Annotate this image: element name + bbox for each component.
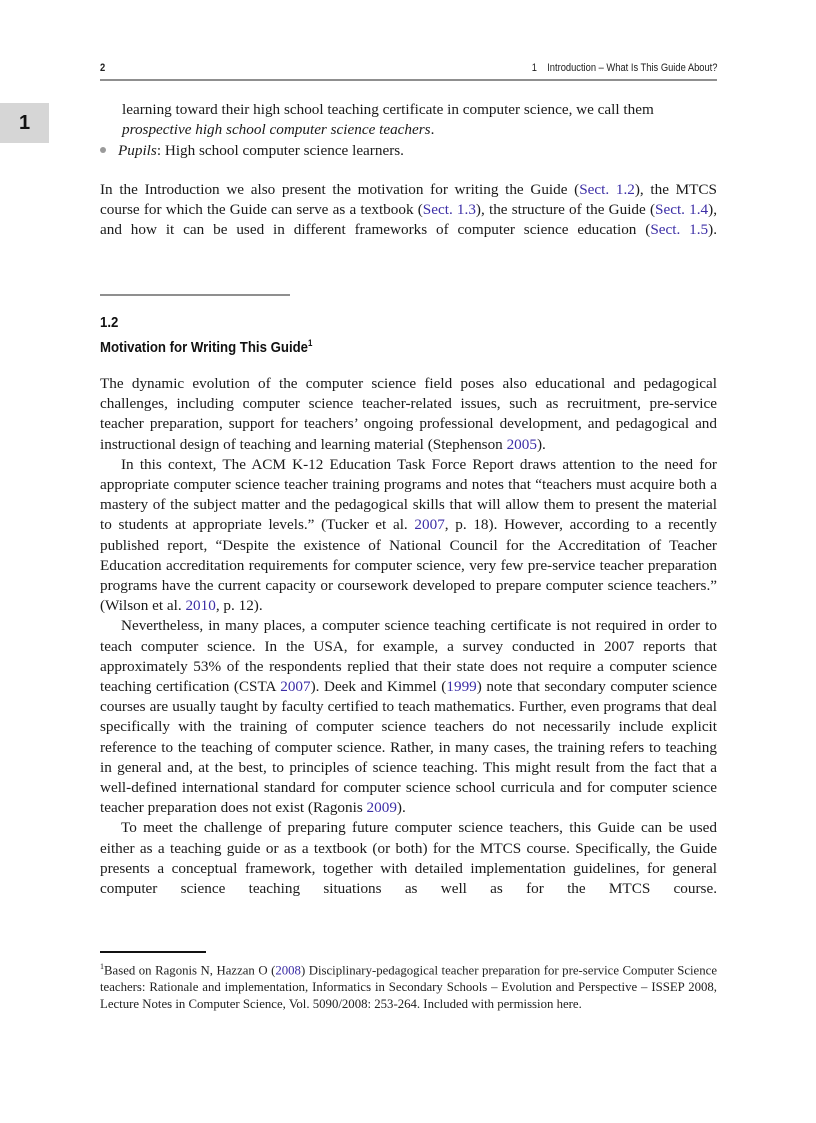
footnote-marker[interactable]: 1 — [308, 338, 313, 348]
chapter-number: 1 — [531, 62, 537, 74]
text-run: ), the MTCS course for which the Guide can serve as a textbook ( — [100, 181, 717, 219]
chapter-title: Introduction – What Is This Guide About? — [546, 62, 717, 74]
text-run: ) Disciplinary-pedagogical teacher preparation for pre-service Computer Science teachers: Rationale and implementation, Informatics in Secondary Schools – Evolution and Perspective – ISSEP 2008, Lecture Notes in Computer Science, Vol. 5090/2008: 253-264. Included with permission here. — [100, 963, 717, 1012]
citation-link-csta-2007[interactable]: 2007 — [280, 678, 311, 696]
continuation-line-italic — [122, 120, 717, 140]
citation-link-2005[interactable]: 2005 — [506, 435, 537, 453]
citation-link-2007[interactable]: 2007 — [414, 516, 445, 534]
text-run: ). Deek and Kimmel ( — [310, 678, 447, 696]
text-run: , p. 18). However, according to a recently published report, “Despite the existence of National Council for the Accreditation of Teacher Education accreditation requirements for computer science, very few pre-service teacher preparation programs have the current capacity or coursework developed to prepare computer science teachers.” (Wilson et al. — [100, 516, 717, 615]
link-sect-1-4[interactable]: Sect. 1.4 — [655, 201, 709, 219]
citation-link-2008[interactable]: 2008 — [275, 963, 301, 978]
bullet-text: : High school computer science learners. — [156, 142, 404, 159]
page-number: 2 — [100, 62, 106, 74]
text-run: In this context, The ACM K-12 Education Task Force Report draws attention to the need for appropriate computer science teacher training programs and notes that “teachers must acquire both a mastery of the subject matter and the pedagogical skills that will allow them to present the material to students at appropriate levels.” (Tucker et al. — [100, 455, 717, 534]
text-run: ). — [708, 221, 717, 239]
footnote — [100, 958, 717, 1013]
text-run: ), and how it can be used in different frameworks of computer science education ( — [100, 201, 717, 239]
intro-continuation — [122, 100, 717, 140]
citation-link-1999[interactable]: 1999 — [446, 678, 477, 696]
citation-link-2009[interactable]: 2009 — [366, 799, 397, 817]
paragraph-2 — [100, 455, 717, 617]
header-divider — [100, 79, 717, 81]
text-run: ). — [536, 435, 546, 453]
bullet-item-pupils — [100, 141, 717, 161]
section-number: 1.2 — [100, 314, 119, 331]
text-run: The dynamic evolution of the computer science field poses also educational and pedagogical challenges, including computer science teacher-related issues, such as recruitment, pre-service teacher preparation, support for teachers’ ongoing professional development, and pedagogical and instructional design of teaching and learning material (Stephenson — [100, 375, 717, 453]
chapter-heading — [531, 62, 717, 74]
text-run: Nevertheless, in many places, a computer science teaching certificate is not required in order to teach computer science. In the USA, for example, a survey conducted in 2007 reports that approximately 53% of the respondents replied that their state does not require a computer science teaching certification (CSTA — [100, 617, 717, 696]
link-sect-1-2[interactable]: Sect. 1.2 — [579, 181, 635, 198]
section-body — [100, 374, 717, 899]
section-heading — [100, 313, 312, 358]
text-run: ) note that secondary computer science courses are usually taught by faculty certified to teach mathematics. Further, even programs that deal specifically with the training of computer science teachers do not necessarily include explicit reference to the teaching of computer science. Rather, in many cases, the training refers to teaching in general and, at the best, to principles of science teaching. This might result from the fact that a well-defined international standard for computer science school curricula and for computer science teacher preparation does not exist (Ragonis — [100, 678, 717, 817]
text-run: ). — [396, 799, 406, 817]
intro-paragraph — [100, 180, 717, 241]
paragraph-4 — [100, 818, 717, 899]
paragraph-3 — [100, 616, 717, 818]
text-run: Based on Ragonis N, Hazzan O ( — [104, 963, 276, 978]
paragraph-1 — [100, 374, 717, 455]
citation-link-2010[interactable]: 2010 — [185, 597, 216, 615]
punctuation: . — [430, 121, 435, 139]
continuation-line: learning toward their high school teaching certificate in computer science, we call them — [122, 101, 654, 118]
text-run: In the Introduction we also present the motivation for writing the Guide ( — [100, 181, 580, 198]
section-title-line — [100, 333, 312, 358]
footnote-divider — [100, 951, 206, 953]
italic-term: prospective high school computer science teachers — [122, 121, 431, 139]
footnote-number: 1 — [100, 962, 104, 971]
text-run: ), the structure of the Guide ( — [475, 201, 656, 219]
chapter-thumb-tab: 1 — [0, 103, 49, 143]
section-title: Motivation for Writing This Guide — [100, 339, 309, 356]
bullet-term: Pupils — [118, 142, 157, 159]
bullet-icon — [100, 147, 106, 153]
text-run: To meet the challenge of preparing future computer science teachers, this Guide can be used either as a teaching guide or as a textbook (or both) for the MTCS course. Specifically, the Guide presents a conceptual framework, together with detailed implementation guidelines, for general computer science teaching situations as well as for the MTCS course. — [100, 819, 717, 898]
running-head — [100, 60, 717, 78]
text-run: , p. 12). — [215, 597, 263, 615]
link-sect-1-5[interactable]: Sect. 1.5 — [650, 221, 709, 239]
section-divider — [100, 294, 290, 296]
link-sect-1-3[interactable]: Sect. 1.3 — [422, 201, 476, 219]
